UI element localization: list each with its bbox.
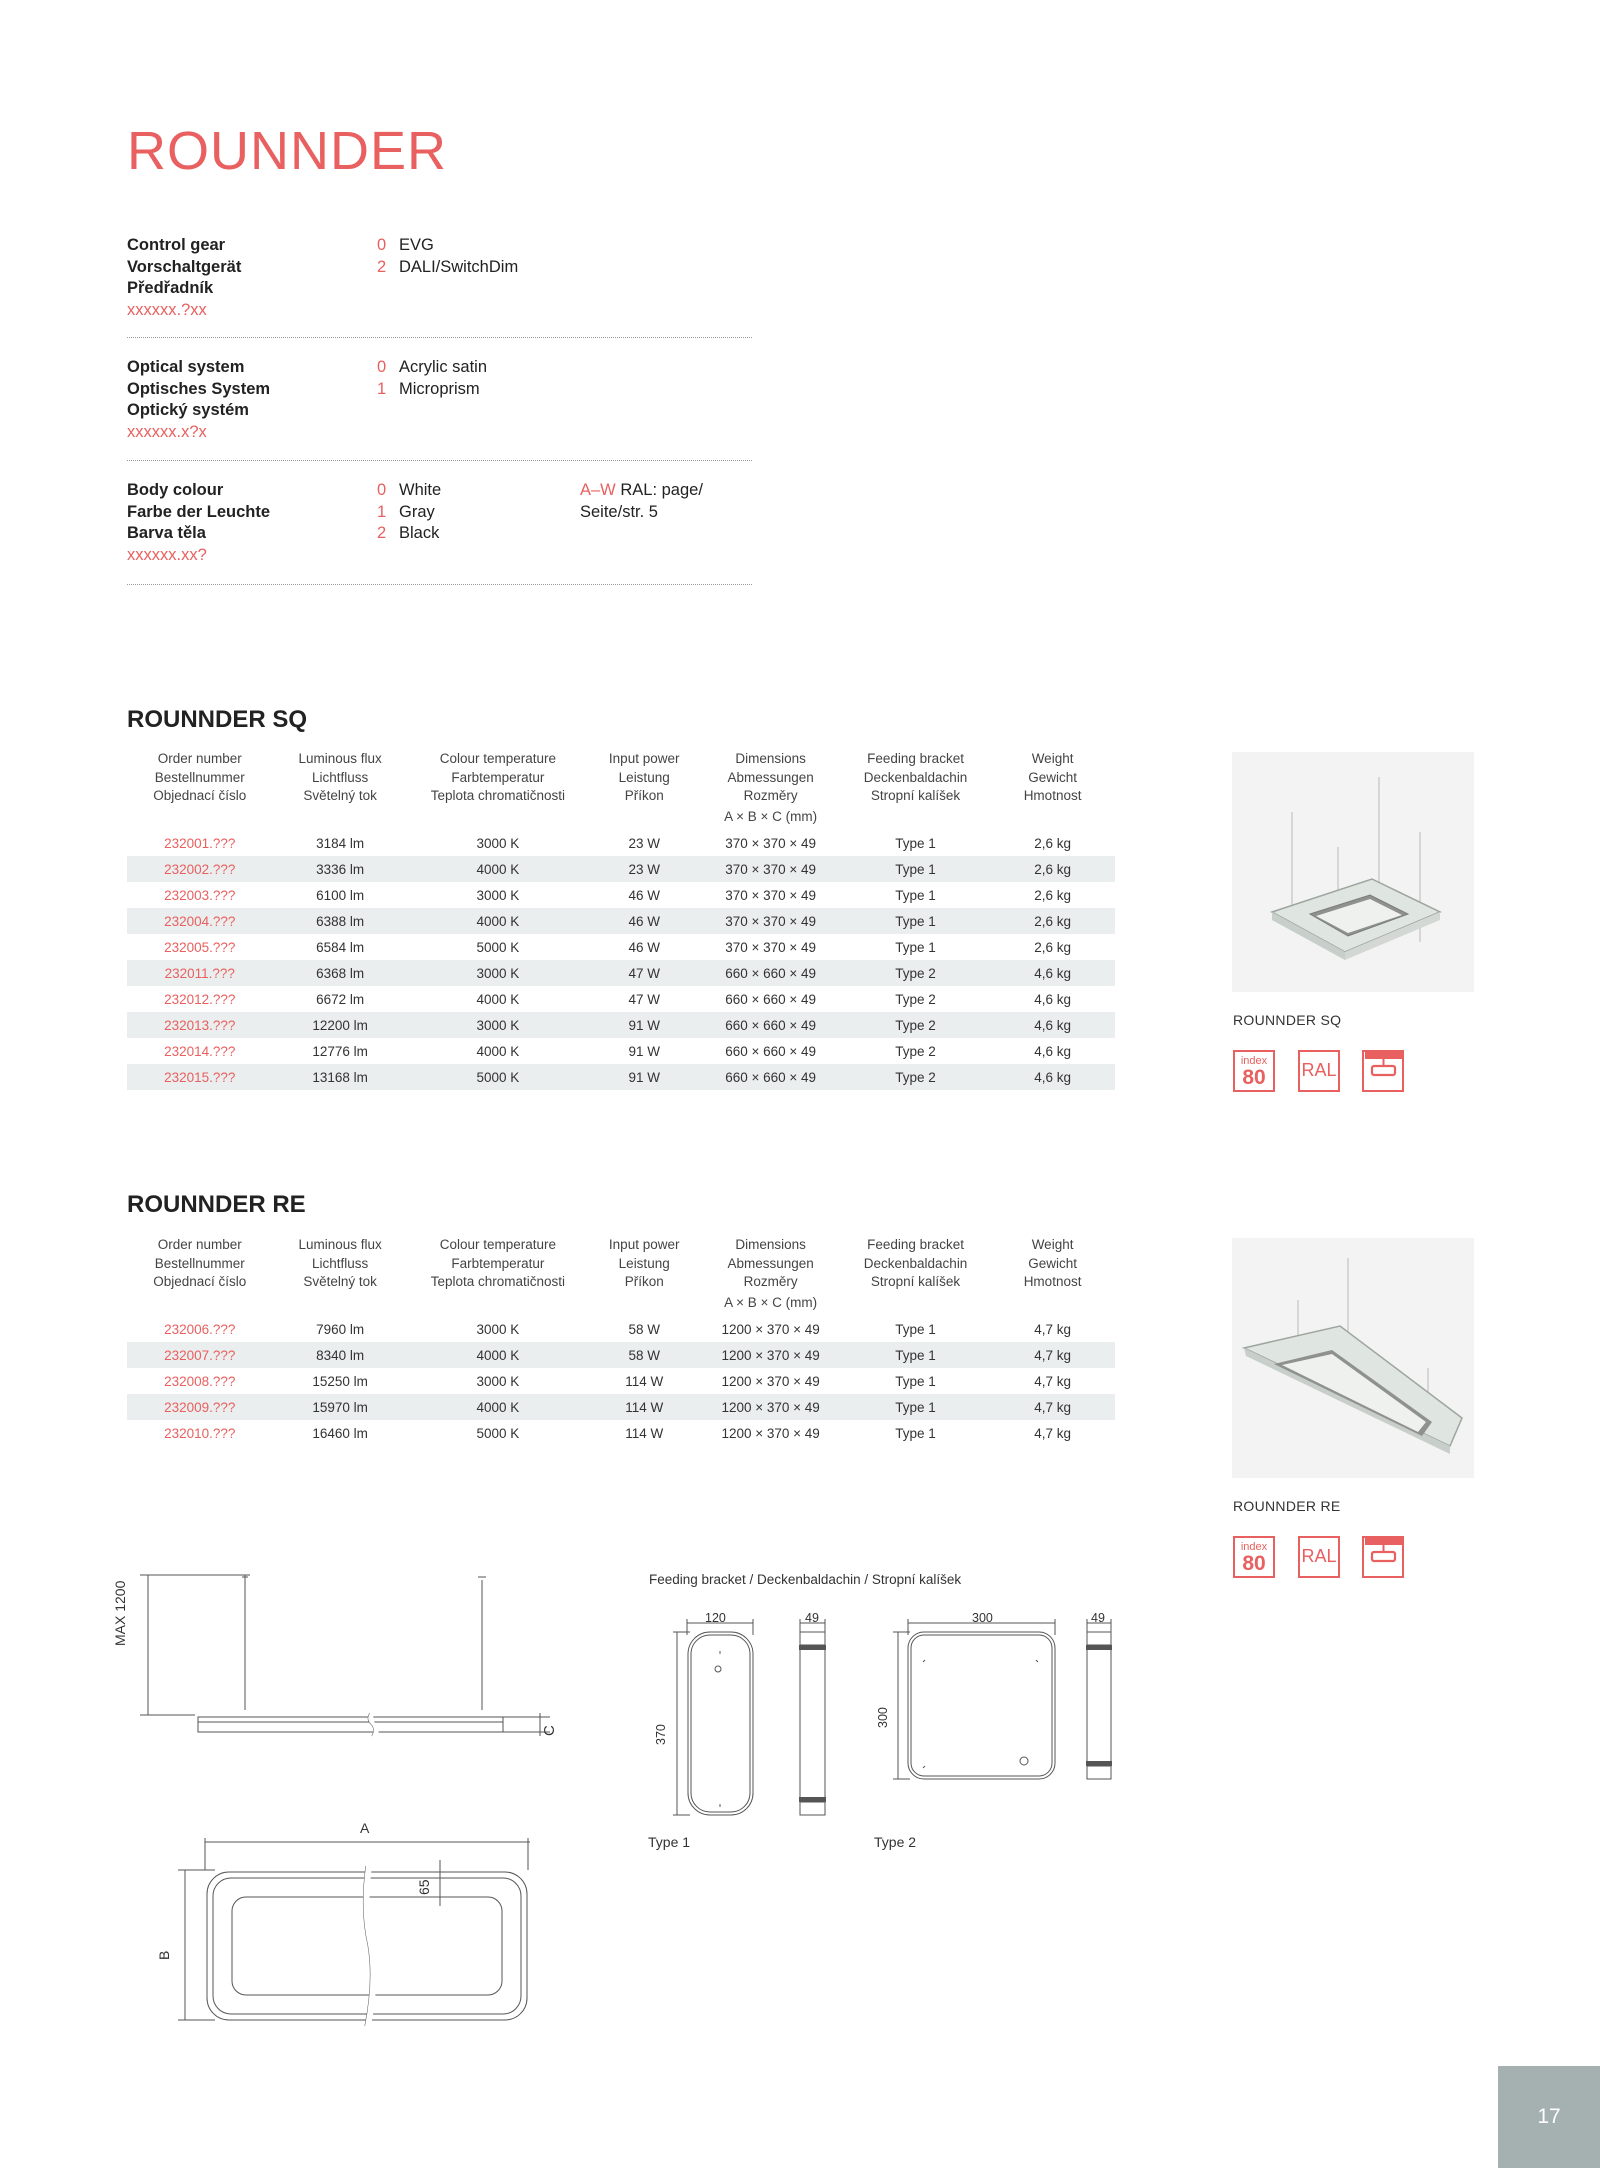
table-cell: 47 W [628,991,660,1007]
table-cell: 3184 lm [316,835,365,851]
order-number-cell: 232001.??? [164,835,236,851]
option-value: DALI/SwitchDim [399,257,519,276]
ral-note-text: RAL: page/ [615,481,703,499]
dimension-a-label: A [360,1820,370,1836]
order-number-cell: 232012.??? [164,991,236,1007]
table-cell: 1200 × 370 × 49 [721,1425,820,1441]
column-header-line: Luminous flux [298,751,382,766]
column-header [273,750,408,830]
option-number: 0 [377,481,387,499]
order-number-cell: 232006.??? [164,1321,236,1337]
table-cell: 2,6 kg [1034,887,1071,903]
table-cell: 15250 lm [312,1373,368,1389]
dimension-subheader: A × B × C (mm) [724,808,818,824]
top-view-drawing [150,1830,560,2040]
table-cell: 4,6 kg [1034,991,1071,1007]
table-cell: 4000 K [408,856,588,882]
order-number-cell: 232009.??? [127,1394,273,1420]
table-cell: Type 1 [895,1425,936,1441]
product-image-sq [1232,752,1474,992]
table-cell: Type 2 [895,1043,936,1059]
option-value: Acrylic satin [399,358,488,376]
ceiling-mount-icon [1362,1050,1404,1092]
order-number-cell: 232011.??? [127,960,273,986]
option-label: Farbe der Leuchte [127,502,271,521]
table-cell: 7960 lm [316,1321,365,1337]
table-cell: Type 2 [841,1064,990,1090]
column-header [841,1236,990,1316]
column-header-line: Rozměry [743,1274,798,1289]
table-cell: 15970 lm [273,1394,408,1420]
column-header [700,1236,841,1316]
column-header-line: Order number [157,751,242,766]
column-header-line: Order number [157,1237,242,1252]
table-cell: 370 × 370 × 49 [700,856,841,882]
order-number-cell: 232003.??? [164,887,236,903]
table-cell: 4000 K [408,1394,588,1420]
table-cell: 3000 K [476,1321,520,1337]
column-header-line: Příkon [624,1274,664,1289]
option-value: Black [399,524,440,542]
table-cell: 4000 K [476,1043,520,1059]
table-cell: 114 W [625,1425,664,1441]
column-header-line: Deckenbaldachin [863,1255,968,1271]
table-cell: 12200 lm [273,1012,408,1038]
order-number-cell: 232002.??? [127,856,273,882]
table-cell: 2,6 kg [990,908,1115,934]
ral-icon: RAL [1298,1050,1340,1092]
column-header-line: Dimensions [735,751,806,766]
table-cell: 370 × 370 × 49 [725,887,817,903]
table-cell: 370 × 370 × 49 [725,939,817,955]
column-header-line: Rozměry [743,788,798,803]
column-header [408,750,588,830]
table-cell: 4000 K [408,1342,588,1368]
divider [127,584,752,585]
order-number-cell: 232005.??? [164,939,236,955]
column-header-line: Stropní kalíšek [870,1274,961,1289]
table-cell: 4,7 kg [990,1342,1115,1368]
index-80-icon [1233,1050,1275,1092]
table-cell: 46 W [628,939,660,955]
product-label-re: ROUNNDER RE [1233,1498,1341,1514]
type1-width-label: 120 [705,1611,726,1625]
table-cell: Type 1 [841,1342,990,1368]
table-row [127,960,1115,986]
table-cell: 114 W [588,1394,700,1420]
table-cell: 2,6 kg [1034,835,1071,851]
ral-note [580,480,740,523]
table-cell: 13168 lm [273,1064,408,1090]
table-cell: 370 × 370 × 49 [725,835,817,851]
column-header-line: Bestellnummer [154,769,245,785]
option-body-colour [127,480,752,566]
table-cell: 8340 lm [273,1342,408,1368]
table-cell: 3000 K [476,887,520,903]
order-number-cell: 232004.??? [127,908,273,934]
table-cell: 1200 × 370 × 49 [700,1342,841,1368]
column-header-line: Deckenbaldachin [863,769,968,785]
column-header-line: Objednací číslo [153,1274,247,1289]
table-row [127,1420,1115,1446]
bracket-drawings [655,1605,1125,1835]
table-cell: 4,6 kg [990,1012,1115,1038]
side-view-drawing [130,1565,570,1765]
dimension-65-label: 65 [416,1879,432,1895]
column-header [408,1236,588,1316]
type2-depth-label: 49 [1091,1611,1105,1625]
table-cell: 23 W [588,856,700,882]
table-cell: 12776 lm [312,1043,368,1059]
order-number-cell: 232008.??? [164,1373,236,1389]
index-text: index [1240,1541,1268,1553]
table-cell: 4000 K [408,908,588,934]
option-label: Předřadník [127,279,214,297]
option-label: Barva těla [127,524,206,542]
dimension-c-label: C [541,1725,558,1736]
option-value: White [399,481,442,499]
ral-note-text: Seite/str. 5 [580,502,658,521]
column-header-line: Farbtemperatur [451,1255,545,1271]
table-cell: Type 1 [841,856,990,882]
column-header-line: Leistung [618,769,670,785]
table-cell: 3000 K [408,1012,588,1038]
table-cell: 1200 × 370 × 49 [721,1373,820,1389]
table-cell: Type 2 [841,960,990,986]
order-number-cell: 232015.??? [127,1064,273,1090]
table-cell: 4000 K [476,991,520,1007]
table-cell: 114 W [625,1373,664,1389]
table-cell: 1200 × 370 × 49 [700,1394,841,1420]
table-cell: Type 1 [841,908,990,934]
table-cell: 4,7 kg [1034,1321,1071,1337]
column-header-line: Dimensions [735,1237,806,1252]
column-header-line: Farbtemperatur [451,769,545,785]
table-cell: 6368 lm [273,960,408,986]
table-cell: 660 × 660 × 49 [725,1043,817,1059]
column-header-line: Gewicht [1028,769,1077,785]
table-cell: 91 W [588,1012,700,1038]
table-cell: 660 × 660 × 49 [725,991,817,1007]
column-header-line: Hmotnost [1023,1274,1082,1289]
table-cell: 660 × 660 × 49 [700,1012,841,1038]
table-cell: 16460 lm [312,1425,368,1441]
index-text: index [1240,1055,1268,1067]
order-number-cell: 232013.??? [127,1012,273,1038]
option-number: 0 [377,236,387,254]
table-cell: Type 2 [895,991,936,1007]
table-row [127,830,1115,856]
column-header-line: Hmotnost [1023,788,1082,803]
column-header-line: Objednací číslo [153,788,247,803]
table-header-row [127,750,1115,830]
option-label: Optický systém [127,401,249,419]
column-header-line: Leistung [618,1255,670,1271]
spec-table-sq [127,750,1115,1090]
bracket-title: Feeding bracket / Deckenbaldachin / Stropní kalíšek [649,1572,962,1587]
table-cell: Type 1 [895,1321,936,1337]
column-header [273,1236,408,1316]
order-number-cell: 232014.??? [164,1043,236,1059]
product-label-sq: ROUNNDER SQ [1233,1012,1342,1028]
table-cell: 6672 lm [316,991,365,1007]
column-header [990,750,1115,830]
option-value: EVG [399,236,434,254]
table-cell: 4,7 kg [1034,1373,1071,1389]
option-code: xxxxxx.xx? [127,545,207,564]
type1-depth-label: 49 [805,1611,819,1625]
column-header-line: Gewicht [1028,1255,1077,1271]
table-cell: 660 × 660 × 49 [700,960,841,986]
option-label: Optical system [127,358,245,376]
table-row [127,1012,1115,1038]
type2-height-label: 300 [876,1707,890,1728]
table-header-row [127,1236,1115,1316]
column-header [841,750,990,830]
column-header-line: Abmessungen [727,769,814,785]
order-number-cell: 232010.??? [164,1425,236,1441]
table-row [127,1394,1115,1420]
index-value: 80 [1242,1552,1266,1575]
column-header-line: Bestellnummer [154,1255,245,1271]
column-header-line: Teplota chromatičnosti [430,788,566,803]
table-row [127,856,1115,882]
table-cell: 23 W [628,835,660,851]
table-cell: 4,6 kg [990,960,1115,986]
table-cell: 5000 K [408,1064,588,1090]
column-header-line: Světelný tok [303,788,377,803]
column-header [588,750,700,830]
table-cell: Type 1 [895,1373,936,1389]
table-cell: 3000 K [408,960,588,986]
product-image-re [1232,1238,1474,1478]
table-cell: 58 W [588,1342,700,1368]
option-label: Control gear [127,236,226,254]
column-header-line: Colour temperature [439,751,557,766]
dimension-subheader: A × B × C (mm) [724,1294,818,1310]
ral-icon: RAL [1298,1536,1340,1578]
column-header [588,1236,700,1316]
option-number: 2 [377,524,387,542]
column-header-line: Příkon [624,788,664,803]
table-cell: 3000 K [476,1373,520,1389]
option-number: 2 [377,257,387,276]
column-header [127,750,273,830]
option-value: Gray [399,502,435,521]
table-cell: 5000 K [476,939,520,955]
table-cell: 6584 lm [316,939,365,955]
table-cell: 4,6 kg [1034,1043,1071,1059]
table-cell: 91 W [588,1064,700,1090]
table-cell: 3000 K [476,835,520,851]
table-cell: 1200 × 370 × 49 [721,1321,820,1337]
table-row [127,908,1115,934]
column-header-line: Luminous flux [298,1237,382,1252]
table-row [127,1342,1115,1368]
option-label: Body colour [127,481,224,499]
column-header [990,1236,1115,1316]
table-cell: 6100 lm [316,887,365,903]
table-cell: Type 1 [895,939,936,955]
column-header-line: Weight [1031,751,1074,766]
table-cell: Type 1 [841,1394,990,1420]
spec-table-re [127,1236,1115,1446]
option-label: Vorschaltgerät [127,257,242,276]
table-row [127,1038,1115,1064]
table-row [127,1368,1115,1394]
ceiling-mount-icon [1362,1536,1404,1578]
table-cell: 2,6 kg [1034,939,1071,955]
table-cell: 46 W [588,908,700,934]
option-number: 1 [377,379,387,398]
index-80-icon [1233,1536,1275,1578]
column-header-line: Abmessungen [727,1255,814,1271]
option-control-gear [127,235,752,321]
table-cell: 660 × 660 × 49 [700,1064,841,1090]
column-header-line: Teplota chromatičnosti [430,1274,566,1289]
order-number-cell: 232007.??? [127,1342,273,1368]
column-header-line: Feeding bracket [867,751,964,766]
option-optical-system [127,357,752,443]
table-cell: Type 2 [841,1012,990,1038]
table-cell: 91 W [628,1043,660,1059]
table-cell: 4,7 kg [1034,1425,1071,1441]
column-header-line: Colour temperature [439,1237,557,1252]
column-header-line: Input power [608,751,680,766]
column-header-line: Feeding bracket [867,1237,964,1252]
max-height-label: MAX 1200 [112,1580,128,1646]
table-cell: 47 W [588,960,700,986]
ral-range: A–W [580,481,616,499]
table-row [127,882,1115,908]
table-row [127,934,1115,960]
column-header [700,750,841,830]
table-cell: 4,6 kg [990,1064,1115,1090]
column-header-line: Input power [608,1237,680,1252]
divider [127,460,752,461]
section-title-sq: ROUNNDER SQ [127,706,308,733]
table-cell: 6388 lm [273,908,408,934]
table-cell: 5000 K [476,1425,520,1441]
dimension-b-label: B [156,1950,172,1960]
table-cell: 3336 lm [273,856,408,882]
section-title-re: ROUNNDER RE [127,1191,306,1218]
column-header [127,1236,273,1316]
option-number: 1 [377,502,387,521]
table-cell: Type 1 [895,887,936,903]
column-header-line: Stropní kalíšek [870,788,961,803]
column-header-line: Světelný tok [303,1274,377,1289]
index-value: 80 [1242,1066,1266,1089]
table-row [127,1064,1115,1090]
option-code: xxxxxx.?xx [127,300,207,319]
table-row [127,1316,1115,1342]
table-cell: 58 W [628,1321,660,1337]
type2-width-label: 300 [972,1611,993,1625]
table-row [127,986,1115,1012]
divider [127,337,752,338]
table-cell: 2,6 kg [990,856,1115,882]
page-number: 17 [1498,2066,1600,2168]
table-cell: 370 × 370 × 49 [700,908,841,934]
table-cell: Type 1 [895,835,936,851]
table-cell: 46 W [628,887,660,903]
type2-label: Type 2 [874,1834,917,1850]
page-title: ROUNNDER [127,121,448,181]
column-header-line: Lichtfluss [311,769,369,785]
column-header-line: Weight [1031,1237,1074,1252]
option-code: xxxxxx.x?x [127,422,207,441]
column-header-line: Lichtfluss [311,1255,369,1271]
option-label: Optisches System [127,379,271,398]
type1-height-label: 370 [654,1724,668,1745]
type1-label: Type 1 [648,1834,691,1850]
table-cell: 4,7 kg [990,1394,1115,1420]
option-number: 0 [377,358,387,376]
option-value: Microprism [399,379,480,398]
